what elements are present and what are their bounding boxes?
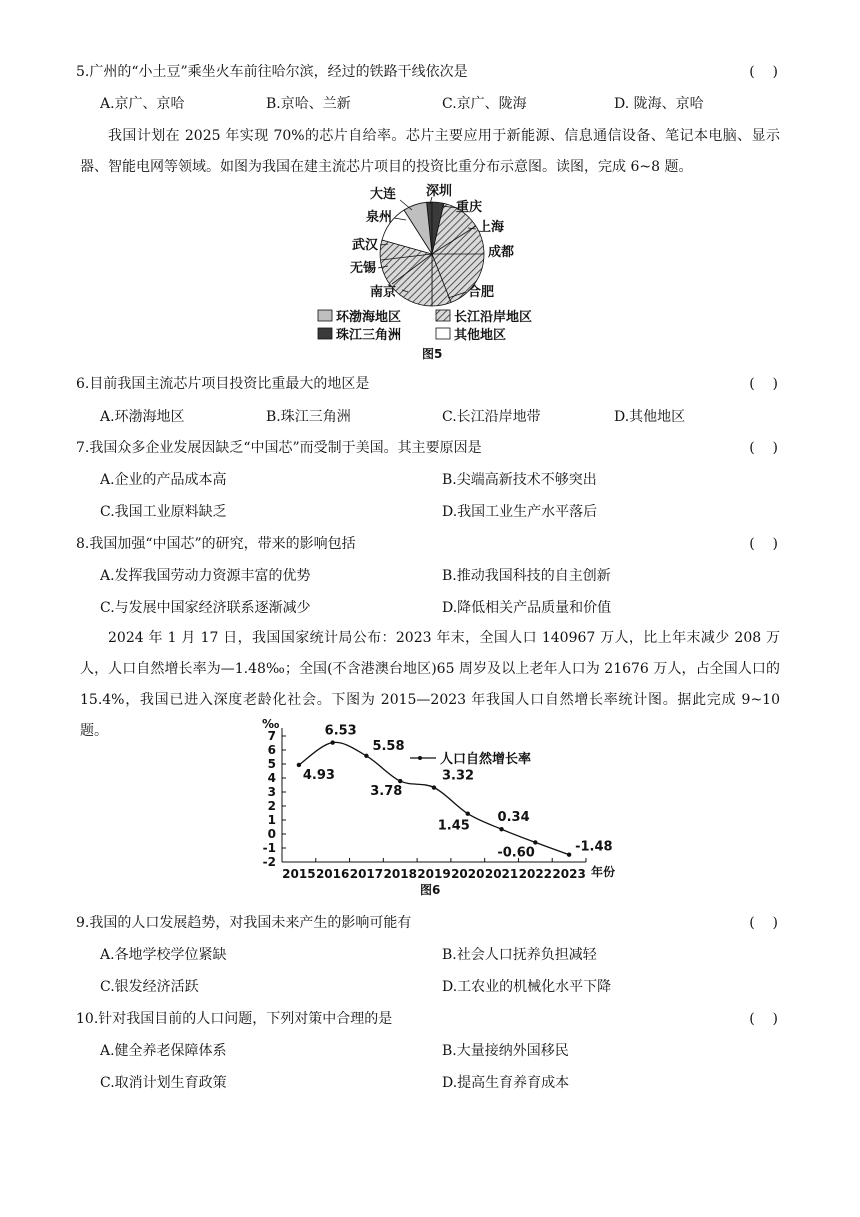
label-wuxi: 无锡 [350, 261, 377, 276]
x-tick-label: 2015 [282, 867, 316, 881]
x-tick-label: 2017 [349, 867, 384, 881]
question-5-option-b: B.京哈、兰新 [266, 96, 351, 112]
question-6-option-a: A.环渤海地区 [100, 409, 185, 425]
question-7-option-d: D.我国工业生产水平落后 [442, 504, 598, 520]
question-5-option-c: C.京广、陇海 [442, 96, 527, 112]
question-8-option-c: C.与发展中国家经济联系逐渐减少 [100, 600, 311, 616]
data-point [533, 840, 537, 844]
question-7-stem: 7.我国众多企业发展因缺乏“中国芯”而受制于美国。其主要原因是 [76, 440, 482, 456]
y-tick-label: 6 [267, 743, 276, 757]
question-6-stem: 6.目前我国主流芯片项目投资比重最大的地区是 [76, 376, 370, 392]
legend-swatch-yangtze [436, 310, 450, 321]
x-axis-label: 年份 [591, 865, 616, 879]
figure-5-caption: 图5 [422, 347, 443, 361]
question-6-option-d: D.其他地区 [614, 409, 686, 425]
legend-label-yangtze: 长江沿岸地区 [454, 310, 533, 325]
question-6-option-b: B.珠江三角洲 [266, 409, 351, 425]
data-label: 0.34 [497, 810, 530, 826]
label-chongqing: 重庆 [456, 200, 483, 215]
question-5-stem: 5.广州的“小土豆”乘坐火车前往哈尔滨，经过的铁路干线依次是 [76, 64, 468, 80]
question-8-stem: 8.我国加强“中国芯”的研究，带来的影响包括 [76, 536, 356, 552]
label-shanghai: 上海 [478, 220, 505, 235]
y-tick-label: 1 [267, 813, 276, 827]
data-label: -1.48 [575, 839, 613, 855]
data-point [567, 853, 571, 857]
x-tick-label: 2018 [383, 867, 417, 881]
question-9-answer-blank: ( ) [749, 915, 778, 931]
x-tick-label: 2019 [417, 867, 451, 881]
data-label: 4.93 [302, 767, 335, 783]
data-point [466, 812, 470, 816]
y-tick-label: 5 [267, 757, 276, 771]
question-5-option-d: D. 陇海、京哈 [614, 96, 704, 112]
data-point [398, 779, 402, 783]
material-population-paragraph: 2024 年 1 月 17 日，我国国家统计局公布：2023 年末，全国人口 140967 万人，比上年末减少 208 万人，人口自然增长率为—1.48‰；全国(不含港澳台地区)65 周岁及以上老年人口为 21676 万人，占全国人口的 15.4%，我国已进入深度老龄化社会。下图为 2015—2023 年我国人口自然增长率统计图。据此完成 9~10 题。 [80, 630, 780, 739]
question-9-option-c: C.银发经济活跃 [100, 979, 199, 995]
y-tick-label: 0 [267, 827, 276, 841]
question-10-option-a: A.健全养老保障体系 [100, 1043, 227, 1059]
x-tick-label: 2021 [484, 867, 519, 881]
label-nanjing: 南京 [370, 285, 397, 300]
question-9-option-d: D.工农业的机械化水平下降 [442, 979, 612, 995]
question-8-option-a: A.发挥我国劳动力资源丰富的优势 [100, 568, 311, 584]
y-tick-label: -2 [262, 855, 276, 869]
y-tick-label: 2 [267, 799, 276, 813]
material-chip-paragraph: 我国计划在 2025 年实现 70%的芯片自给率。芯片主要应用于新能源、信息通信设备、笔记本电脑、显示器、智能电网等领域。如图为我国在建主流芯片项目的投资比重分布示意图。读图，完成 6~8 题。 [80, 128, 780, 175]
label-hefei: 合肥 [468, 285, 495, 300]
label-chengdu: 成都 [488, 245, 515, 260]
y-axis-unit: ‰ [262, 717, 280, 731]
data-label: 5.58 [372, 738, 405, 754]
figure-5-pie-chart [308, 180, 568, 362]
question-7-answer-blank: ( ) [749, 440, 778, 456]
data-point [330, 740, 334, 744]
data-point [432, 785, 436, 789]
question-9-option-b: B.社会人口抚养负担减轻 [442, 947, 597, 963]
question-10-option-d: D.提高生育养育成本 [442, 1075, 570, 1091]
data-label: 6.53 [324, 723, 357, 739]
label-dalian: 大连 [370, 187, 397, 202]
figure-6-line-chart [250, 716, 620, 896]
legend [410, 751, 531, 767]
question-8-option-b: B.推动我国科技的自主创新 [442, 568, 611, 584]
y-tick-label: 3 [267, 785, 276, 799]
data-point [297, 763, 301, 767]
question-7-option-a: A.企业的产品成本高 [100, 472, 227, 488]
label-shenzhen: 深圳 [426, 184, 453, 199]
question-10-option-b: B.大量接纳外国移民 [442, 1043, 569, 1059]
question-8-option-d: D.降低相关产品质量和价值 [442, 600, 612, 616]
legend-label-other: 其他地区 [454, 328, 507, 343]
label-wuhan: 武汉 [352, 238, 379, 253]
label-quanzhou: 泉州 [366, 210, 393, 225]
question-7-option-b: B.尖端高新技术不够突出 [442, 472, 597, 488]
x-tick-label: 2016 [315, 867, 350, 881]
question-9-stem: 9.我国的人口发展趋势，对我国未来产生的影响可能有 [76, 915, 412, 931]
question-10-stem: 10.针对我国目前的人口问题，下列对策中合理的是 [76, 1011, 393, 1027]
question-10-option-c: C.取消计划生育政策 [100, 1075, 227, 1091]
y-tick-label: -1 [262, 841, 276, 855]
question-5-answer-blank: ( ) [749, 64, 778, 80]
data-point [499, 827, 503, 831]
data-label: 1.45 [437, 818, 470, 834]
legend-label-bohai: 环渤海地区 [336, 310, 402, 325]
question-6-answer-blank: ( ) [749, 376, 778, 392]
question-10-answer-blank: ( ) [749, 1011, 778, 1027]
question-6-option-c: C.长江沿岸地带 [442, 409, 541, 425]
x-tick-label: 2023 [552, 867, 586, 881]
x-tick-label: 2020 [451, 867, 485, 881]
legend-swatch-prd [318, 328, 332, 339]
question-7-option-c: C.我国工业原料缺乏 [100, 504, 227, 520]
x-tick-label: 2022 [518, 867, 553, 881]
figure-6-caption: 图6 [420, 883, 441, 896]
question-9-option-a: A.各地学校学位紧缺 [100, 947, 227, 963]
question-5-option-a: A.京广、京哈 [100, 96, 185, 112]
data-label: 3.78 [370, 784, 403, 800]
legend-swatch-other [436, 328, 450, 339]
question-8-answer-blank: ( ) [749, 536, 778, 552]
data-point [364, 754, 368, 758]
data-label: -0.60 [497, 845, 535, 861]
legend-label-prd: 珠江三角洲 [336, 328, 402, 343]
legend-swatch-bohai [318, 310, 332, 321]
data-label: 3.32 [442, 768, 475, 784]
y-tick-label: 4 [267, 771, 276, 785]
legend-label-natural-growth-rate: 人口自然增长率 [440, 752, 532, 767]
y-tick-label: 7 [267, 729, 276, 743]
